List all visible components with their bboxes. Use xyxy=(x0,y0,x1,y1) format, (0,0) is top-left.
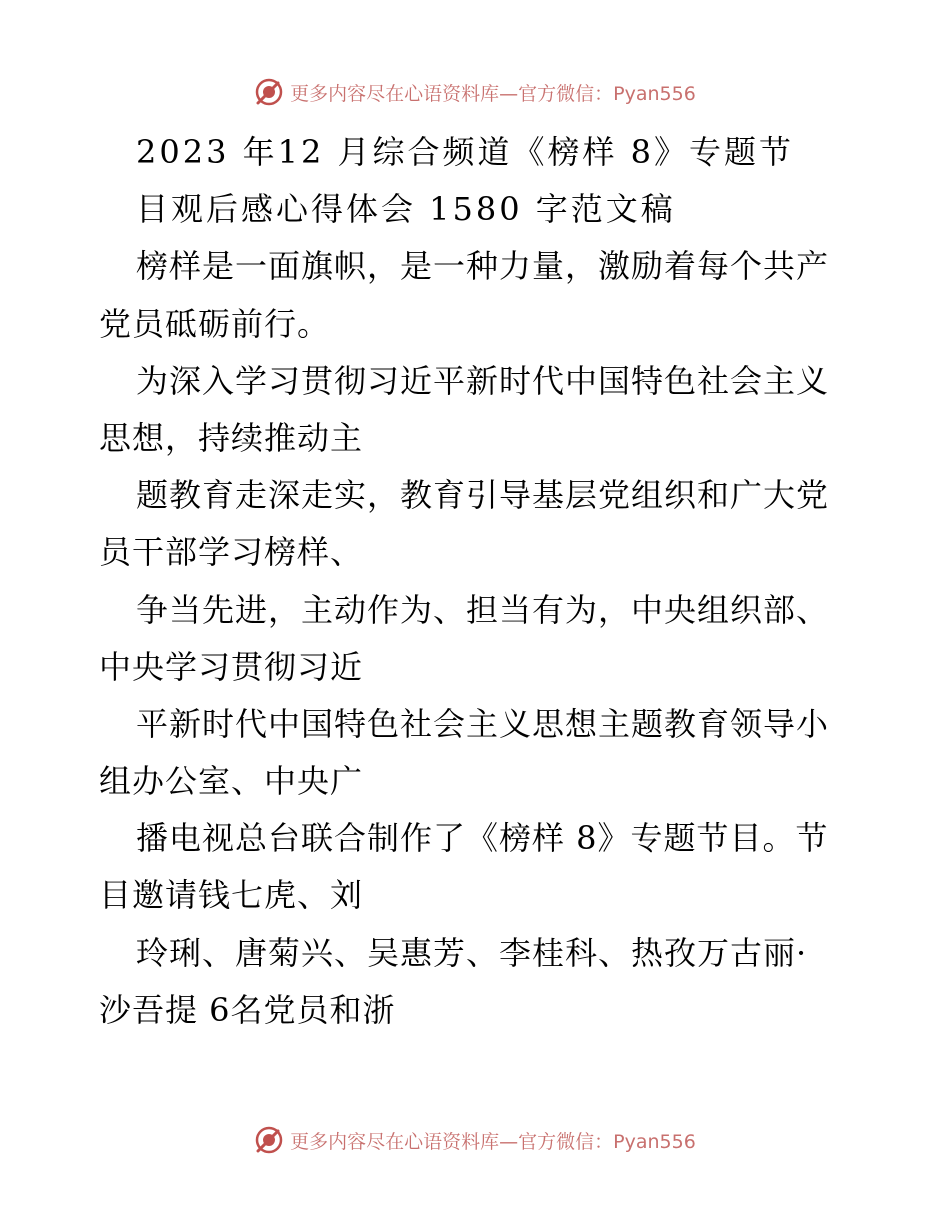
watermark-footer xyxy=(0,1120,950,1160)
watermark-header xyxy=(0,72,950,112)
paragraph-line: 组办公室、中央广 xyxy=(99,762,364,801)
title-line: 2023 年12 月综合频道《榜样 8》专题节 xyxy=(136,133,795,171)
paragraph-line: 沙吾提 6名党员和浙 xyxy=(99,990,396,1029)
pen-logo-icon xyxy=(254,77,284,107)
pen-logo-icon xyxy=(254,1125,284,1155)
document-body xyxy=(99,124,859,1039)
paragraph-line: 党员砥砺前行。 xyxy=(99,304,331,343)
paragraph-line: 员干部学习榜样、 xyxy=(99,533,364,572)
title-line: 目观后感心得体会 1580 字范文稿 xyxy=(136,190,676,229)
paragraph-line: 目邀请钱七虎、刘 xyxy=(99,876,364,915)
paragraph-line: 争当先进，主动作为、担当有为，中央组织部、 xyxy=(136,590,830,629)
paragraph-line: 思想，持续推动主 xyxy=(99,418,364,457)
paragraph-line: 榜样是一面旗帜，是一种力量，激励着每个共产 xyxy=(136,247,830,286)
watermark-text: 更多内容尽在心语资料库—官方微信：Pyan556 xyxy=(290,1130,696,1153)
paragraph-line: 播电视总台联合制作了《榜样 8》专题节目。节 xyxy=(136,819,829,858)
paragraph-line: 为深入学习贯彻习近平新时代中国特色社会主义 xyxy=(136,361,830,400)
paragraph-line: 玲琍、唐菊兴、吴惠芳、李桂科、热孜万古丽· xyxy=(136,933,808,972)
paragraph-line: 题教育走深走实，教育引导基层党组织和广大党 xyxy=(136,476,830,515)
watermark-text: 更多内容尽在心语资料库—官方微信：Pyan556 xyxy=(290,82,696,105)
paragraph-line: 平新时代中国特色社会主义思想主题教育领导小 xyxy=(136,704,830,743)
paragraph-line: 中央学习贯彻习近 xyxy=(99,647,364,686)
